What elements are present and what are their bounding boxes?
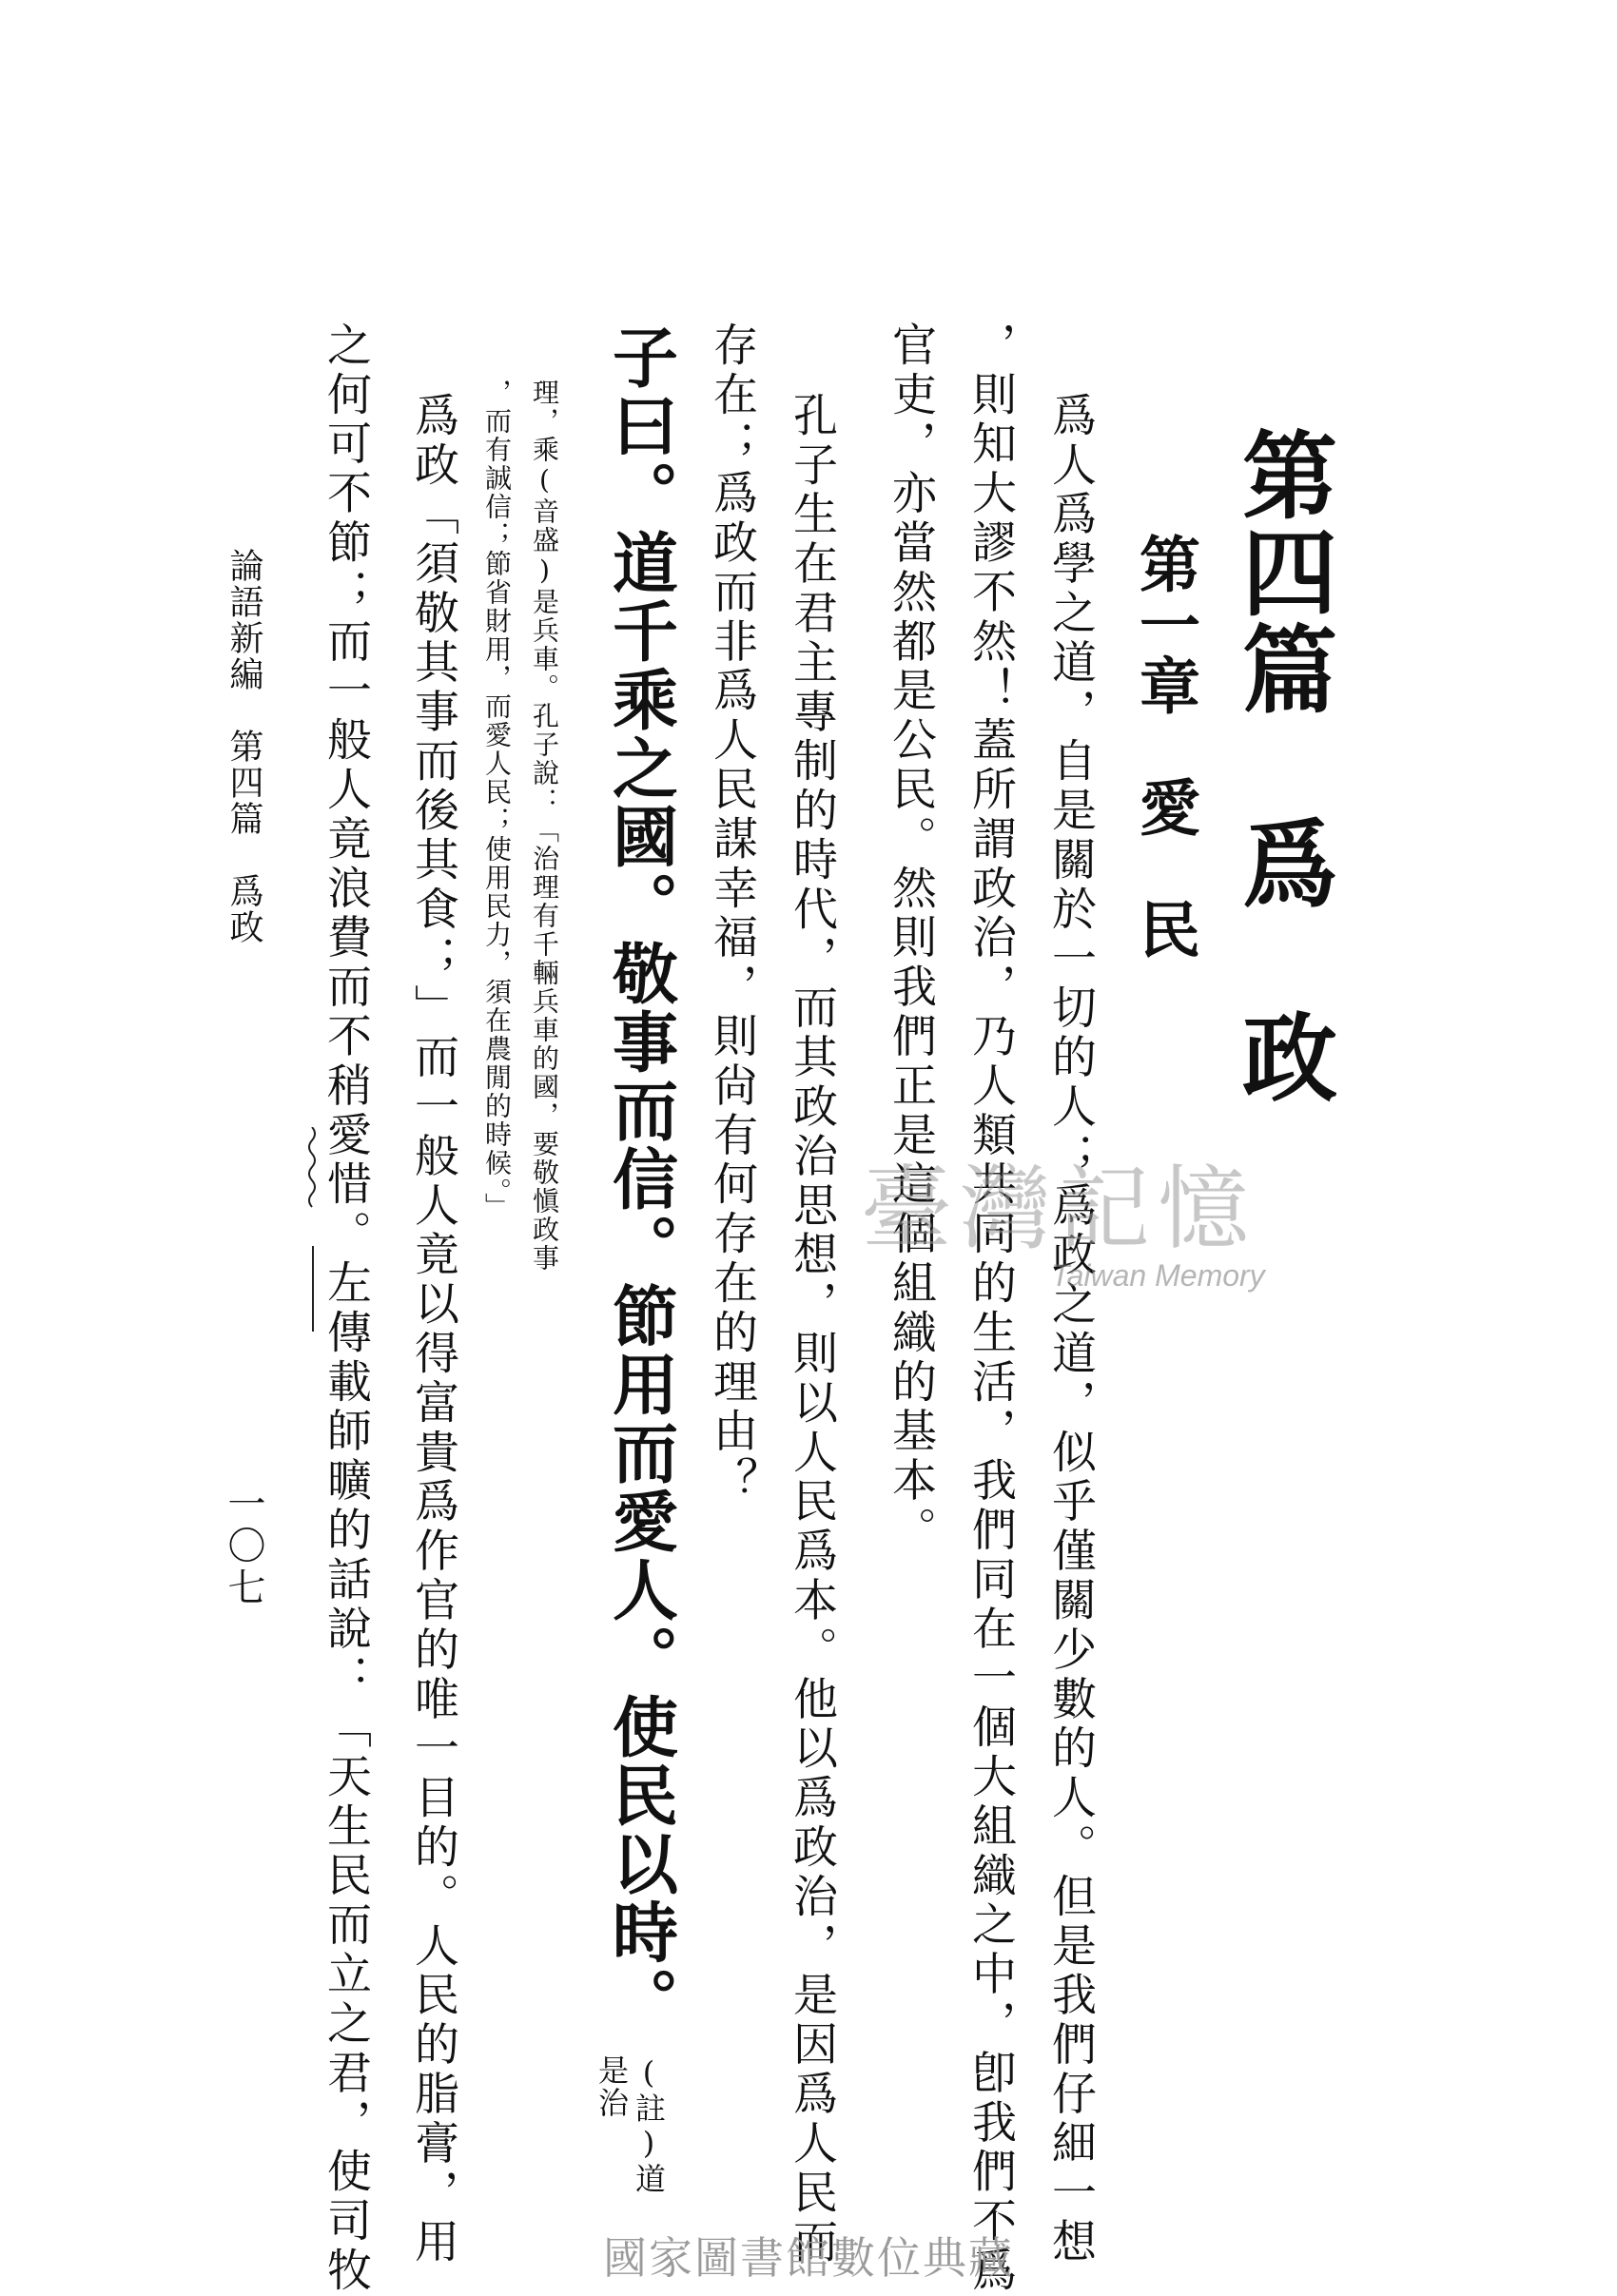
paragraph-2-line-2: 存在；爲政而非爲人民謀幸福，則尙有何存在的理由？ bbox=[706, 321, 758, 1507]
watermark-english: Taiwan Memory bbox=[1051, 1258, 1265, 1293]
chapter-title: 第一章 愛 民 bbox=[1129, 533, 1200, 959]
name-mark-icon bbox=[310, 1246, 316, 1332]
watermark-chinese: 臺灣記憶 bbox=[861, 1156, 1257, 1262]
running-footer: 論語新編 第四篇 爲政 bbox=[224, 548, 263, 945]
note-label-1: (註)道 bbox=[631, 2054, 667, 2195]
paragraph-3-line-1: 爲政「須敬其事而後其食；」而一般人竟以得富貴爲作官的唯一目的。人民的脂膏，用 bbox=[407, 392, 459, 2268]
page-number: 一〇七 bbox=[222, 1484, 265, 1609]
paragraph-3-line-2: 之何可不節；而一般人竟浪費而不稍愛惜。左傳載師曠的話說：「天生民而立之君，使司牧 bbox=[320, 321, 372, 2296]
paragraph-2-line-1: 孔子生在君主專制的時代，而其政治思想，則以人民爲本。他以爲政治，是因爲人民而 bbox=[786, 392, 838, 2268]
note-line-1: 理，乘(音盛)是兵車。孔子說：「治理有千輛兵車的國，要敬愼政事 bbox=[529, 379, 560, 1273]
paragraph-1-line-3: 官吏，亦當然都是公民。然則我們正是這個組織的基本。 bbox=[885, 321, 937, 1556]
paragraph-1-line-1: 爲人爲學之道，自是關於一切的人；爲政之道，似乎僅關少數的人。但是我們仔細一想 bbox=[1044, 392, 1097, 2268]
name-mark-icon bbox=[306, 1127, 318, 1213]
paragraph-1-line-2: ，則知大謬不然！蓋所謂政治，乃人類共同的生活，我們同在一個大組織之中，卽我們不爲 bbox=[964, 321, 1017, 2296]
analects-quote: 子曰。道千乘之國。敬事而信。節用而愛人。使民以時。 bbox=[601, 323, 678, 2035]
part-title: 第四篇 爲 政 bbox=[1226, 426, 1338, 1105]
note-line-2: ，而有誠信；節省財用，而愛人民；使用民力，須在農閒的時候。」 bbox=[481, 379, 513, 1221]
library-collection-mark: 國家圖書館數位典藏 bbox=[603, 2232, 1014, 2284]
taiwan-memory-watermark bbox=[861, 1137, 1308, 1293]
note-label-2: 是治 bbox=[594, 2054, 630, 2119]
